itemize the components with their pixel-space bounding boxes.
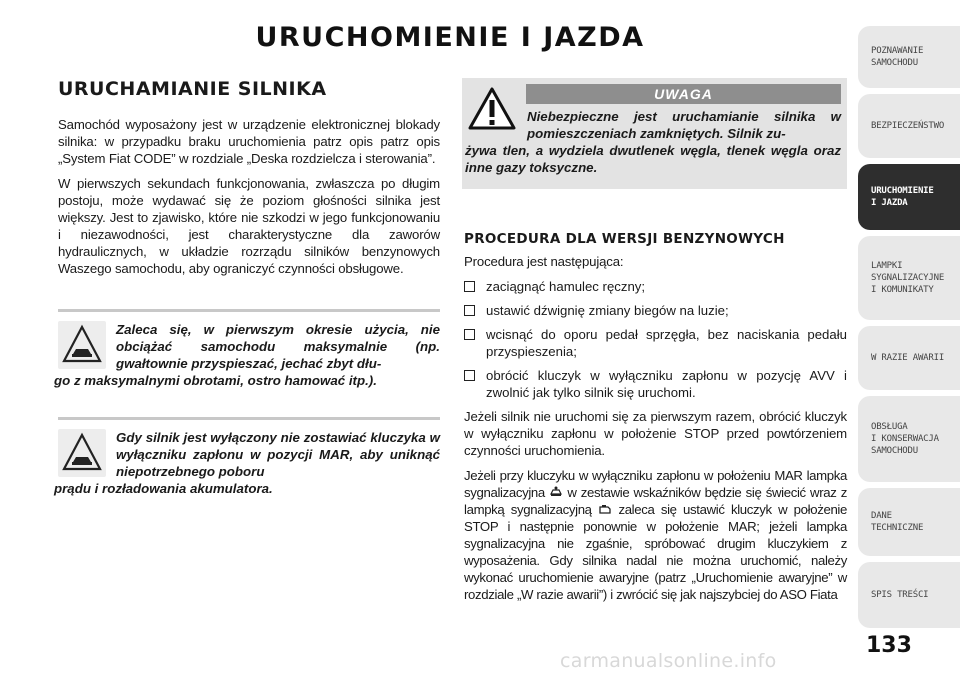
car-note-icon [58,429,106,477]
list-item: wcisnąć do oporu pedał sprzęgła, bez naciskania pedału przyspieszenia; [464,326,847,360]
car-note-icon [58,321,106,369]
procedure-title: PROCEDURA DLA WERSJI BENZYNOWYCH [464,231,785,247]
warning-box [462,78,847,189]
tab-dane-techniczne[interactable]: DANE TECHNICZNE [858,488,960,556]
list-item: ustawić dźwignię zmiany biegów na luzie; [464,302,847,319]
note-divider [58,309,440,312]
note-box [54,417,440,497]
tab-bezpieczenstwo[interactable]: BEZPIECZEŃSTWO [858,94,960,158]
paragraph: W pierwszych sekundach funkcjonowania, zwłaszcza po długim postoju, może wydawać się że poziom głośności silnika jest większy. Jest to zjawisko, które nie szkodzi w jego funkcjonowaniu i niezawodności, jest charakterystyczne dla zaworów hydraulicznych, w układzie rozrządu silników benzynowych Waszego samochodu, aby ograniczyć czynności obsługowe. [58,176,440,276]
note-text: Zaleca się, w pierwszym okresie użycia, nie obciążać samochodu maksymalnie (np. gwałtownie przyspieszać, jechać zbyt dłu- go z maksymalnymi obrotami, ostro hamować itp.). [54,322,440,388]
tab-uruchomienie-i-jazda[interactable]: URUCHOMIENIE I JAZDA [858,164,960,230]
checkbox-bullet-icon [464,281,475,292]
paragraph: Jeżeli silnik nie uruchomi się za pierwszym razem, obrócić kluczyk w wyłączniku zapłonu w położenie STOP przed powtórzeniem czynności uruchomienia. [464,409,847,458]
page-title: URUCHOMIENIE I JAZDA [255,22,645,53]
paragraph: Jeżeli przy kluczyku w wyłączniku zapłonu w położeniu MAR lampka sygnalizacyjna w zestawie wskaźników będzie się świecić wraz z lampką sygnalizacyjną zaleca się ustawić kluczyk w położenie STOP i następnie ponownie w położenie MAR; jeżeli lampka sygnalizacyjna nie zgaśnie, spróbować drugim kluczykiem z wyposażenia. Gdy silnika nadal nie można uruchomić, należy wykonać uruchomienie awaryjne (patrz „Uruchomienie awaryjne” w rozdziale „W razie awarii”) i zwrócić się jak najszybciej do ASO Fiata [464,468,847,602]
right-column [464,78,847,611]
warning-label: UWAGA [526,84,841,104]
section-title: URUCHAMIANIE SILNIKA [58,78,327,100]
checkbox-bullet-icon [464,305,475,316]
engine-lamp-icon [598,502,612,514]
tab-w-razie-awarii[interactable]: W RAZIE AWARII [858,326,960,390]
left-column [54,78,440,497]
tab-lampki-sygnalizacyjne[interactable]: LAMPKI SYGNALIZACYJNE I KOMUNIKATY [858,236,960,320]
note-divider [58,417,440,420]
car-key-lamp-icon [549,485,563,497]
list-item: obrócić kluczyk w wyłączniku zapłonu w pozycję AVV i zwolnić jak tylko silnik się uruchomi. [464,367,847,401]
page-number: 133 [866,633,912,658]
tab-obsluga-i-konserwacja[interactable]: OBSŁUGA I KONSERWACJA SAMOCHODU [858,396,960,482]
procedure-intro: Procedura jest następująca: [464,254,624,269]
chapter-sidebar [858,26,960,634]
tab-poznawanie-samochodu[interactable]: POZNAWANIE SAMOCHODU [858,26,960,88]
warning-text: Niebezpieczne jest uruchamianie silnika w pomieszczeniach zamkniętych. Silnik zu- żywa tlen, a wydziela dwutlenek węgla, tlenek węgla oraz inne gazy toksyczne. [465,109,841,175]
checkbox-bullet-icon [464,329,475,340]
tab-spis-tresci[interactable]: SPIS TREŚCI [858,562,960,628]
checkbox-bullet-icon [464,370,475,381]
note-box [54,309,440,389]
note-text: Gdy silnik jest wyłączony nie zostawiać kluczyka w wyłączniku zapłonu w pozycji MAR, aby uniknąć niepotrzebnego poboru prądu i rozładowania akumulatora. [54,430,440,496]
steps-list [464,278,847,401]
watermark: carmanualsonline.info [560,650,777,672]
paragraph: Samochód wyposażony jest w urządzenie elektronicznej blokady silnika: w przypadku braku uruchomienia patrz opis patrz opis „System Fiat CODE” w rozdziale „Deska rozdzielcza i sterowania”. [58,117,440,166]
list-item: zaciągnąć hamulec ręczny; [464,278,847,295]
